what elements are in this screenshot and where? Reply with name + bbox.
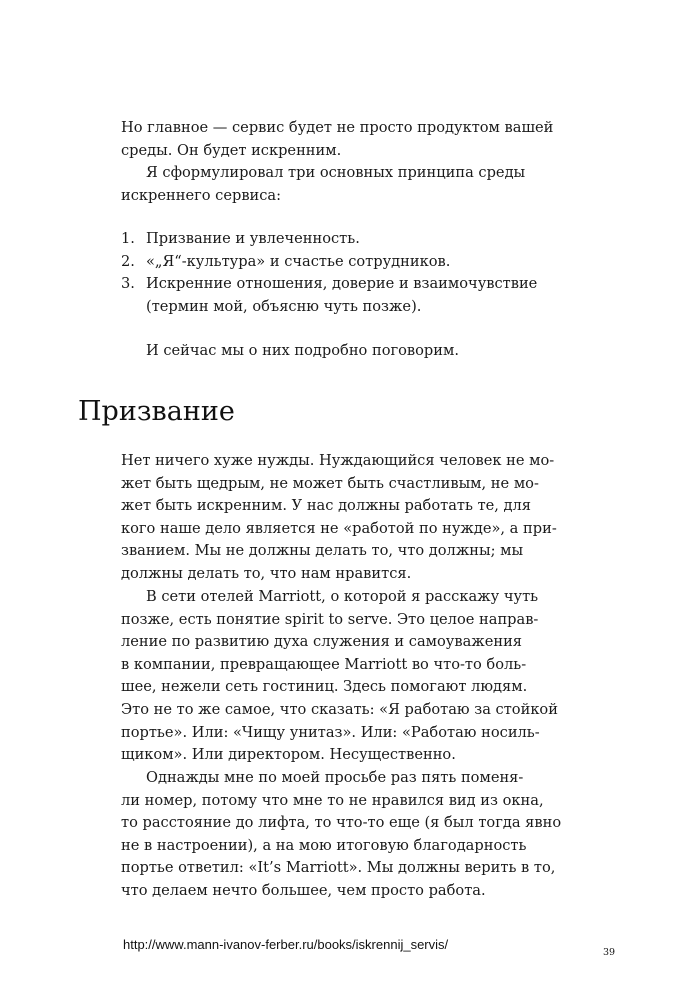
section-heading: Призвание bbox=[78, 396, 235, 427]
list-item bbox=[121, 251, 571, 274]
text-line: должны делать то, что нам нравится. bbox=[121, 564, 412, 582]
text-line: что делаем нечто большее, чем просто работа. bbox=[121, 881, 486, 899]
text-line: ли номер, потому что мне то не нравился вид из окна, bbox=[121, 791, 544, 809]
text-line: портье ответил: «It’s Marriott». Мы должны верить в то, bbox=[121, 859, 556, 877]
text-line: ление по развитию духа служения и самоуважения bbox=[121, 633, 523, 651]
list-number: 2. bbox=[121, 252, 135, 270]
text-line: искреннего сервиса: bbox=[121, 186, 282, 204]
section-paragraph-1 bbox=[121, 450, 571, 586]
list-item-text: «„Я“-культура» и счастье сотрудников. bbox=[146, 252, 451, 270]
text-line: не в настроении), а на мою итоговую благодарность bbox=[121, 836, 527, 854]
text-line: среды. Он будет искренним. bbox=[121, 141, 342, 159]
text-line: щиком». Или директором. Несущественно. bbox=[121, 746, 456, 764]
text-line: то расстояние до лифта, то что-то еще (я был тогда явно bbox=[121, 814, 562, 832]
list-item bbox=[121, 273, 571, 318]
list-item-text: Призвание и увлеченность. bbox=[146, 230, 360, 247]
text-line: И сейчас мы о них подробно поговорим. bbox=[146, 342, 459, 359]
text-line: кого наше дело является не «работой по нужде», а при- bbox=[121, 519, 557, 537]
text-line: Нет ничего хуже нужды. Нуждающийся человек не мо- bbox=[121, 452, 555, 469]
list-number: 1. bbox=[121, 230, 135, 247]
text-line: портье». Или: «Чищу унитаз». Или: «Работаю носиль- bbox=[121, 723, 540, 741]
list-item bbox=[121, 228, 571, 251]
closing-paragraph bbox=[121, 340, 571, 363]
text-line: жет быть щедрым, не может быть счастливым, не мо- bbox=[121, 474, 539, 492]
list-item-text: Искренние отношения, доверие и взаимочувствие bbox=[146, 275, 538, 293]
page-number: 39 bbox=[603, 947, 616, 958]
intro-paragraph-1 bbox=[121, 117, 571, 162]
text-line: в компании, превращающее Marriott во что-то боль- bbox=[121, 655, 527, 673]
text-line: жет быть искренним. У нас должны работать те, для bbox=[121, 497, 532, 515]
text-line: Но главное — сервис будет не просто продуктом вашей bbox=[121, 119, 554, 136]
section-paragraph-2 bbox=[121, 586, 571, 767]
text-line: шее, нежели сеть гостиниц. Здесь помогают людям. bbox=[121, 678, 528, 696]
list-number: 3. bbox=[121, 275, 135, 293]
text-line: Я сформулировал три основных принципа среды bbox=[146, 164, 526, 181]
text-line: Однажды мне по моей просьбе раз пять поменя- bbox=[146, 769, 524, 786]
text-line: званием. Мы не должны делать то, что должны; мы bbox=[121, 542, 524, 560]
intro-paragraph-2 bbox=[121, 162, 571, 207]
text-line: позже, есть понятие spirit to serve. Это целое направ- bbox=[121, 610, 539, 628]
footer-url: http://www.mann-ivanov-ferber.ru/books/iskrennij_servis/ bbox=[123, 937, 449, 952]
text-line: В сети отелей Marriott, о которой я расскажу чуть bbox=[146, 588, 539, 605]
list-item-text: (термин мой, объясню чуть позже). bbox=[146, 297, 422, 315]
principles-list bbox=[121, 228, 571, 318]
section-paragraph-3 bbox=[121, 767, 571, 903]
text-line: Это не то же самое, что сказать: «Я работаю за стойкой bbox=[121, 700, 558, 718]
